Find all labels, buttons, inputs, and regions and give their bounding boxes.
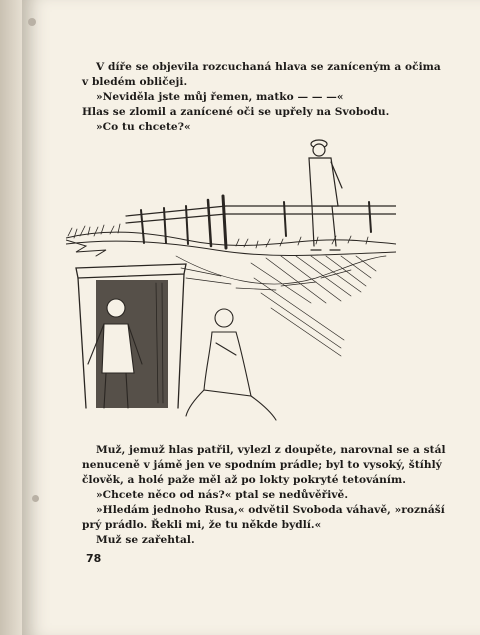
text-line: v bledém obličeji.	[82, 76, 188, 88]
text-line: člověk, a holé paže měl až po lokty pokryté tetováním.	[82, 474, 407, 486]
text-line: Muž, jemuž hlas patřil, vylezl z doupěte, narovnal se a stál	[96, 444, 446, 456]
bottom-text	[82, 443, 462, 548]
dugout	[76, 264, 186, 408]
text-line: »Chcete něco od nás?« ptal se nedůvěřivě.	[96, 489, 349, 501]
paper-speck	[28, 18, 36, 26]
standing-man	[309, 140, 342, 250]
text-line: V díře se objevila rozcuchaná hlava se zaníceným a očima	[96, 61, 441, 73]
text-line: »Hledám jednoho Rusa,« odvětil Svoboda váhavě, »roznáší	[96, 504, 445, 516]
text-line: »Neviděla jste můj řemen, matko — — —«	[96, 91, 344, 103]
top-text	[82, 60, 462, 135]
paper-speck	[32, 495, 39, 502]
page-gutter	[0, 0, 22, 635]
text-line: Hlas se zlomil a zanícené oči se upřely na Svobodu.	[82, 106, 390, 118]
illustration-man-and-woman-at-dugout	[66, 128, 396, 428]
text-line: »Co tu chcete?«	[96, 121, 191, 133]
text-line: Muž se zařehtal.	[96, 534, 195, 546]
text-line: nenuceně v jámě jen ve spodním prádle; byl to vysoký, štíhlý	[82, 459, 442, 471]
text-line: prý prádlo. Řekli mi, že tu někde bydlí.«	[82, 519, 322, 531]
ground	[66, 232, 396, 256]
seated-woman	[186, 309, 276, 420]
pit	[176, 256, 386, 356]
page-number: 78	[86, 552, 102, 565]
